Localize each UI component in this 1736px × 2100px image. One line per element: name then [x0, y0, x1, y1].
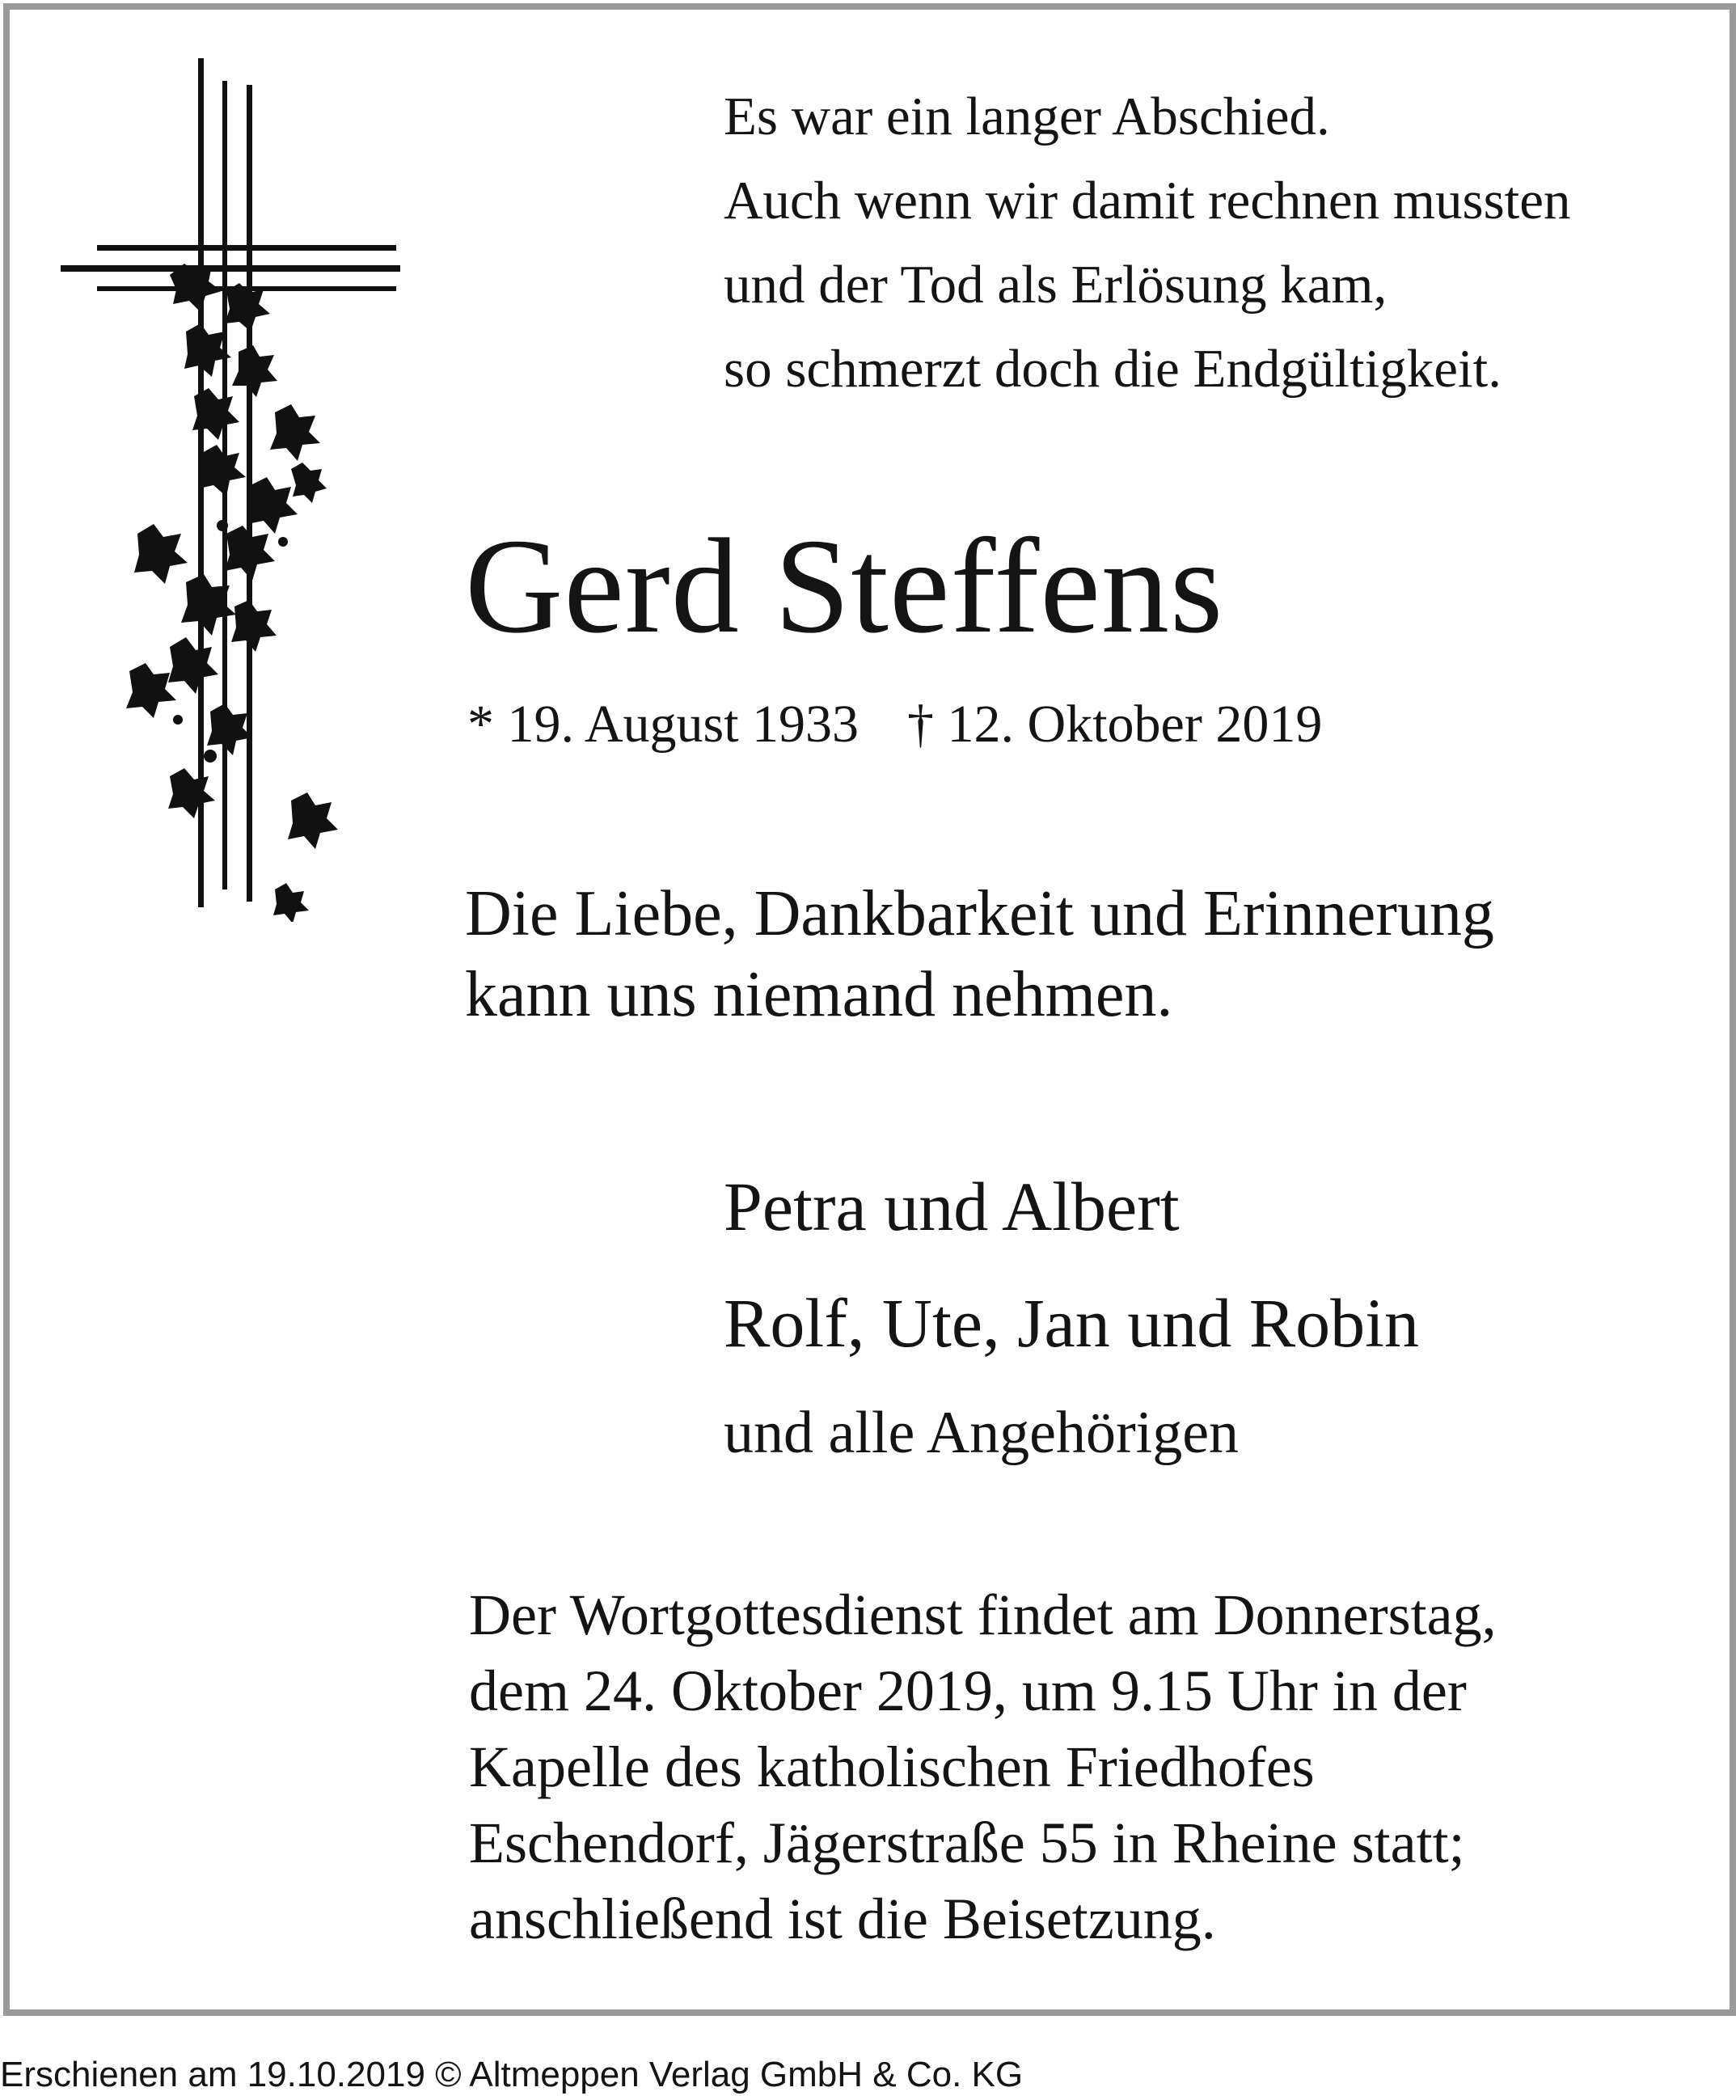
service-line: dem 24. Oktober 2019, um 9.15 Uhr in der [469, 1658, 1467, 1723]
cross-with-ivy-icon [49, 49, 404, 922]
deceased-name: Gerd Steffens [465, 511, 1224, 661]
service-line: Kapelle des katholischen Friedhofes [469, 1735, 1315, 1799]
verse-line: Auch wenn wir damit rechnen mussten [724, 171, 1571, 230]
relatives-line: und alle Angehörigen [724, 1400, 1240, 1466]
birth-date: * 19. August 1933 [467, 695, 860, 754]
verse-line: Es war ein langer Abschied. [724, 87, 1330, 146]
service-line: anschließend ist die Beisetzung. [469, 1887, 1216, 1951]
service-line: Der Wortgottesdienst findet am Donnerstag, [469, 1582, 1497, 1647]
memorial-quote [465, 873, 1494, 1035]
mourners-list [724, 1148, 1419, 1485]
verse-line: so schmerzt doch die Endgültigkeit. [724, 339, 1502, 399]
life-dates [467, 692, 1322, 757]
publication-footer: Erschienen am 19.10.2019 © Altmeppen Verlag GmbH & Co. KG [0, 2055, 1024, 2094]
verse-line: und der Tod als Erlösung kam, [724, 255, 1388, 315]
service-details [469, 1577, 1497, 1957]
death-date: † 12. Oktober 2019 [907, 695, 1323, 754]
quote-line: kann uns niemand nehmen. [465, 959, 1173, 1030]
quote-line: Die Liebe, Dankbarkeit und Erinnerung [465, 878, 1494, 949]
service-line: Eschendorf, Jägerstraße 55 in Rheine statt; [469, 1811, 1465, 1875]
mourner-line: Rolf, Ute, Jan und Robin [724, 1284, 1419, 1362]
mourner-line: Petra und Albert [724, 1168, 1180, 1245]
opening-verse [724, 74, 1571, 411]
